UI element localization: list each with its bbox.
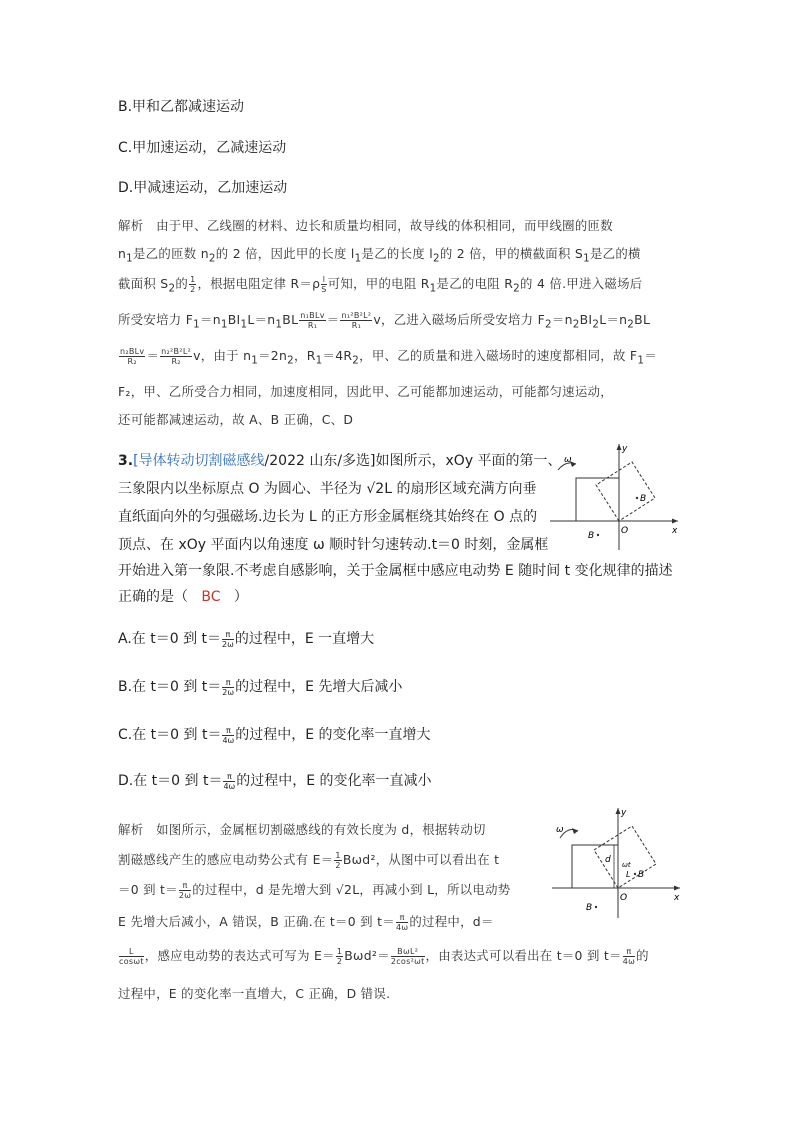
option-3b: B.在 t＝0 到 t＝ $\frac{\pi}{2\omega}$ 的过程中，E 先增大后减小 — [118, 677, 403, 697]
question3-line6: 正确的是（ BC ） — [118, 589, 248, 605]
question3-line1: 3.[导体转动切割磁感线/2022 山东/多选]如图所示，xOy 平面的第一、 — [118, 453, 562, 469]
x-label: x — [672, 526, 678, 536]
solution1-line5: $\frac{\text{n₂BLv}}{\text{R₂}}$ ＝ $\frac{\text{n₂²B²L²}}{\text{R₂}}$ v，由于 $n_1=2n_2$，$R_1=4R_2$，甲、乙的质量和进入磁场时的速度都相同，故 $F_1=$ — [120, 347, 657, 367]
b-label-2b: B — [586, 903, 593, 913]
question3-line4: 顶点、在 xOy 平面内以角速度 ω 顺时针匀速转动.t＝0 时刻，金属框 — [118, 537, 549, 553]
omega-label-2: ω — [556, 825, 564, 835]
solution3-line5: $\frac{L}{\cos\omega t}$ ，感应电动势的表达式可写为 E＝ $\frac{1}{2}$ Bωd²＝ $\frac{\text{BωL²}}{\text{2cos²ωt}}$ ，由表达式可以看出在 t＝0 到 t＝ $\frac{\pi}{4\omega}$ 的 — [119, 947, 649, 966]
solution1-line3: 截面积 $S_2$的 $\frac{1}{2}$ ，根据电阻定律 R＝ρ $\frac{l}{S}$ 可知，甲的电阻 $R_1$是乙的电阻 $R_2$的 4 倍.甲进入磁场后 — [118, 275, 643, 295]
omega-label: ω — [564, 455, 572, 465]
solution1-line6: F₂，甲、乙所受合力相同，加速度相同，因此甲、乙可能都加速运动，可能都匀速运动， — [118, 384, 613, 399]
square-frame-2 — [572, 845, 618, 888]
option-3a: A.在 t＝0 到 t＝ $\frac{\pi}{2\omega}$ 的过程中，E 一直增大 — [118, 629, 375, 649]
b-label-2: B — [588, 531, 595, 541]
y-label-2: y — [621, 808, 627, 818]
figure-rotating-frame — [548, 440, 682, 552]
b-label-2a: B — [638, 870, 645, 880]
y-label: y — [622, 444, 628, 454]
option-d-prev: D.甲减速运动，乙加速运动 — [118, 180, 288, 196]
solution1-line4: 所受安培力 $F_1=n_1BI_1L=n_1BL$ $\frac{\text{n₁BLv}}{\text{R₁}}$ ＝ $\frac{\text{n₁²B²L²}}{\text{R₁}}$ v，乙进入磁场后所受安培力 $F_2=n_2BI_2L=n_2BL$ — [118, 311, 651, 331]
solution3-line6: 过程中，E 的变化率一直增大，C 正确，D 错误. — [118, 986, 391, 1001]
solution1-line1: 解析 由于甲、乙线圈的材料、边长和质量均相同，故导线的体积相同，而甲线圈的匝数 — [118, 218, 613, 233]
option-c-prev: C.甲加速运动，乙减速运动 — [118, 140, 287, 156]
b-label-1: B — [640, 494, 647, 504]
solution3-line3: ＝0 到 t＝ $\frac{\pi}{2\omega}$ 的过程中，d 是先增大到 √2L，再减小到 L，所以电动势 — [118, 881, 511, 900]
rotated-frame-dashed — [596, 462, 655, 521]
wt-label: ωt — [622, 861, 631, 869]
question3-line5: 开始进入第一象限.不考虑自感影响，关于金属框中感应电动势 E 随时间 t 变化规律的描述 — [118, 563, 673, 579]
solution3-line4: E 先增大后减小，A 错误，B 正确.在 t＝0 到 t＝ $\frac{\pi}{4\omega}$ 的过程中，d＝ — [118, 913, 494, 932]
d-label: d — [605, 855, 611, 865]
solution3-line1: 解析 如图所示，金属框切割磁感线的有效长度为 d，根据转动切 — [118, 822, 486, 837]
figure-solution-frame — [550, 804, 684, 920]
solution1-line2: $n_1$是乙的匝数 $n_2$的 2 倍，因此甲的长度 $l_1$是乙的长度 $l_2$的 2 倍，甲的横截面积 $S_1$是乙的横 — [118, 246, 641, 265]
origin-label-2: O — [620, 893, 628, 903]
square-frame — [576, 478, 619, 521]
x-label-2: x — [674, 893, 680, 903]
question3-line2: 三象限内以坐标原点 O 为圆心、半径为 √2L 的扇形区域充满方向垂 — [118, 481, 537, 497]
option-3d: D.在 t＝0 到 t＝ $\frac{\pi}{4\omega}$ 的过程中，E 的变化率一直减小 — [118, 771, 432, 791]
rotated-frame-dashed-2 — [594, 826, 656, 888]
question3-line3: 直纸面向外的匀强磁场.边长为 L 的正方形金属框绕其始终在 O 点的 — [118, 509, 538, 525]
solution1-line7: 还可能都减速运动，故 A、B 正确，C、D — [118, 412, 354, 427]
solution3-line2: 割磁感线产生的感应电动势公式有 E＝ $\frac{1}{2}$ Bωd²，从图中可以看出在 t — [118, 851, 500, 870]
origin-label: O — [621, 526, 629, 536]
option-b-prev: B.甲和乙都减速运动 — [118, 99, 245, 115]
answer-badge: BC — [201, 589, 221, 605]
l-label: L — [626, 870, 631, 879]
option-3c: C.在 t＝0 到 t＝ $\frac{\pi}{4\omega}$ 的过程中，E 的变化率一直增大 — [118, 725, 431, 745]
